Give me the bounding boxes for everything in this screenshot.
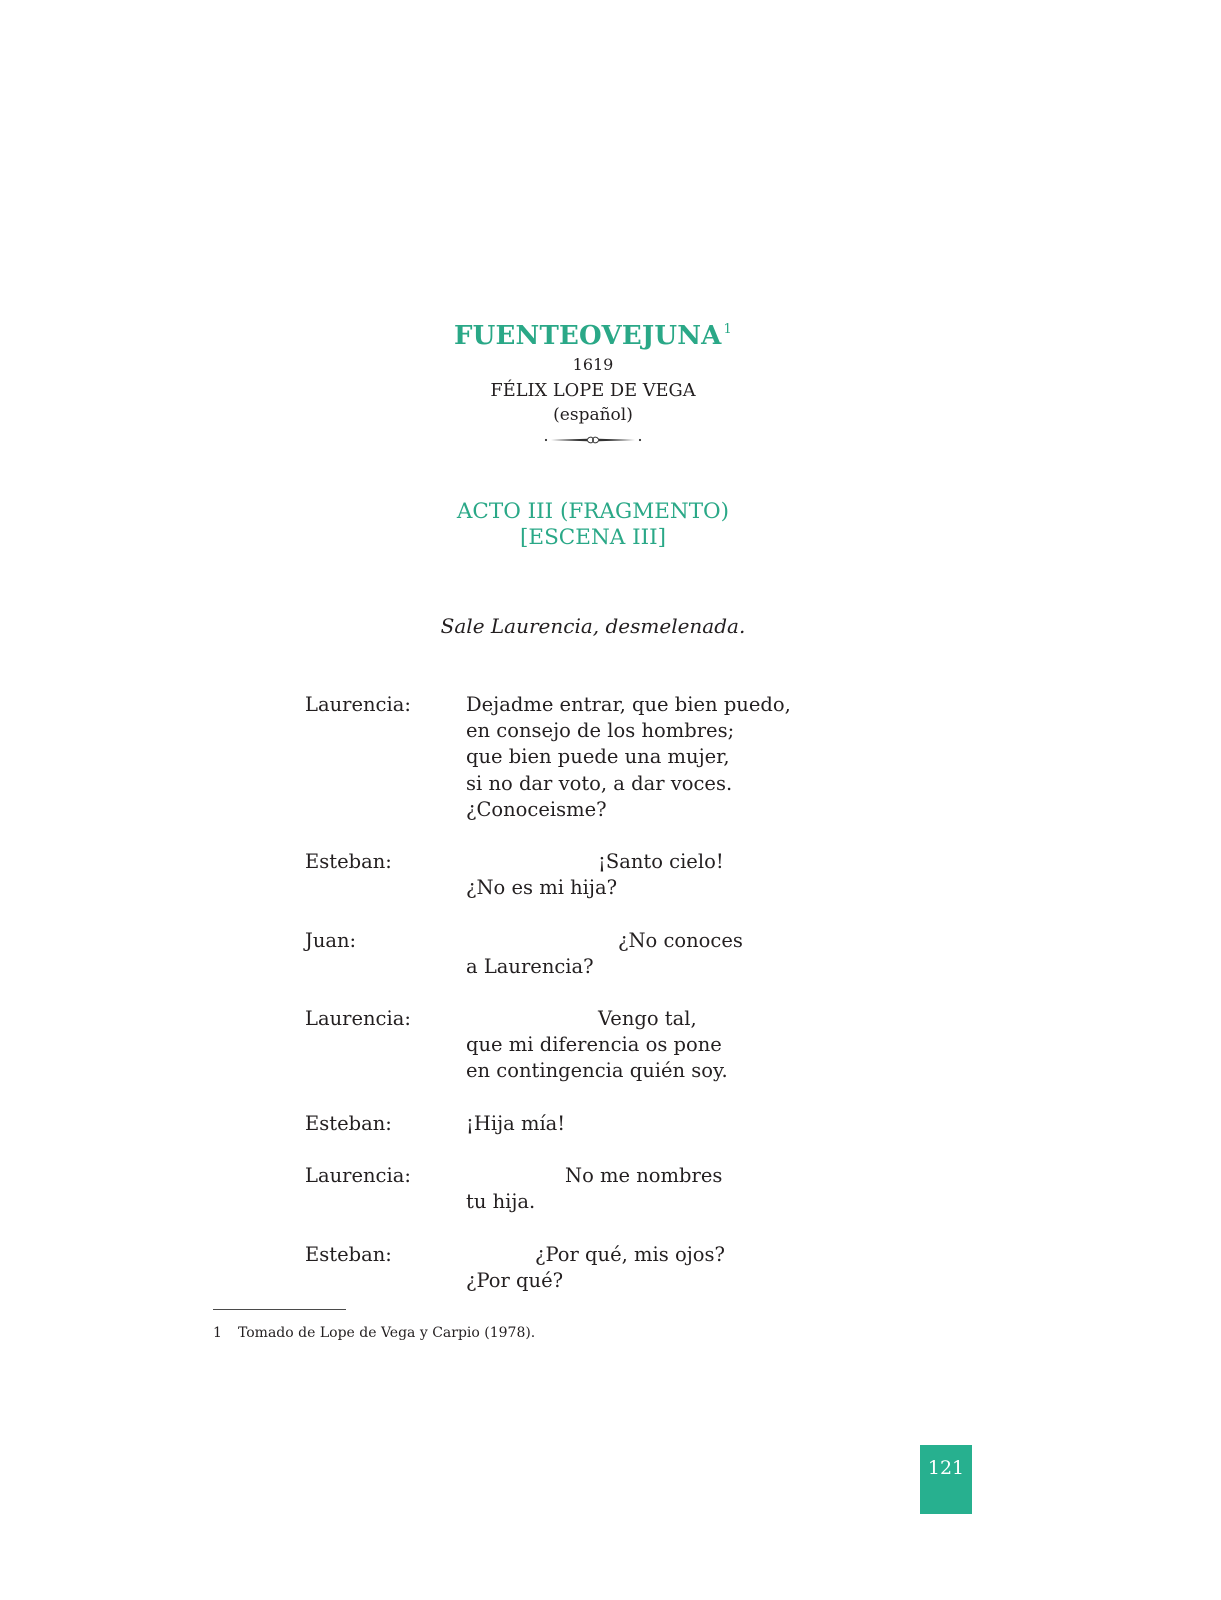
speaker-name: Esteban: bbox=[305, 1111, 392, 1135]
verse-line: ¡Hija mía! bbox=[466, 1111, 566, 1135]
dialogue bbox=[0, 692, 1221, 1320]
dialogue-turn bbox=[0, 1006, 1221, 1085]
speaker-name: Laurencia: bbox=[305, 1007, 411, 1031]
dialogue-turn bbox=[0, 1111, 1221, 1137]
verse-line: Vengo tal, bbox=[598, 1007, 697, 1031]
title-footnote-mark: 1 bbox=[723, 322, 733, 337]
verse-line: ¿No es mi hija? bbox=[466, 876, 618, 900]
original-language: (español) bbox=[553, 405, 633, 425]
author-name: FÉLIX LOPE DE VEGA bbox=[490, 380, 696, 401]
play-title bbox=[293, 321, 893, 352]
speaker-name: Esteban: bbox=[305, 1242, 392, 1266]
verse-line: a Laurencia? bbox=[466, 954, 594, 978]
verse-line: Dejadme entrar, que bien puedo, bbox=[466, 693, 791, 716]
dialogue-turn bbox=[0, 1242, 1221, 1294]
speaker-name: Laurencia: bbox=[305, 693, 411, 716]
verse-line: que mi diferencia os pone bbox=[466, 1033, 722, 1057]
verse-line: No me nombres bbox=[565, 1164, 723, 1188]
verse-line: que bien puede una mujer, bbox=[466, 745, 730, 769]
play-title-text: FUENTEOVEJUNA bbox=[453, 321, 722, 351]
speaker-name: Juan: bbox=[305, 928, 357, 952]
ornament-center-dot bbox=[592, 439, 594, 441]
verse-block bbox=[466, 692, 1221, 823]
verse-line: tu hija. bbox=[466, 1190, 536, 1214]
verse-block bbox=[466, 1242, 1221, 1294]
verse-line: ¡Santo cielo! bbox=[598, 850, 724, 874]
verse-block bbox=[466, 1006, 1221, 1085]
verse-block bbox=[466, 1163, 1221, 1215]
verse-block bbox=[466, 1111, 1221, 1137]
dialogue-turn bbox=[0, 1163, 1221, 1215]
verse-line: ¿Por qué? bbox=[466, 1268, 564, 1292]
publication-year: 1619 bbox=[572, 355, 614, 374]
page-number-box bbox=[920, 1445, 972, 1514]
footnote-text: Tomado de Lope de Vega y Carpio (1978). bbox=[238, 1325, 536, 1341]
speaker-name: Laurencia: bbox=[305, 1164, 411, 1188]
flourish-ornament-icon bbox=[543, 433, 643, 447]
footnote-separator bbox=[213, 1309, 346, 1310]
verse-line: ¿Conoceisme? bbox=[466, 797, 607, 821]
footnote-number: 1 bbox=[213, 1325, 222, 1341]
ornament-dot-right bbox=[639, 439, 641, 441]
dialogue-turn bbox=[0, 928, 1221, 980]
verse-line: en contingencia quién soy. bbox=[466, 1059, 728, 1083]
speaker-name: Esteban: bbox=[305, 850, 392, 874]
verse-block bbox=[466, 849, 1221, 901]
stage-direction: Sale Laurencia, desmelenada. bbox=[440, 614, 746, 638]
act-heading: ACTO III (FRAGMENTO) bbox=[456, 499, 730, 524]
scene-heading: [ESCENA III] bbox=[520, 525, 666, 550]
verse-line: en consejo de los hombres; bbox=[466, 719, 735, 743]
dialogue-turn bbox=[0, 692, 1221, 823]
dialogue-turn bbox=[0, 849, 1221, 901]
ornament-swash-left bbox=[551, 439, 587, 442]
verse-block bbox=[466, 928, 1221, 980]
verse-line: ¿No conoces bbox=[618, 928, 743, 952]
page-number: 121 bbox=[927, 1457, 965, 1479]
ornament-dot-left bbox=[545, 439, 547, 441]
verse-line: ¿Por qué, mis ojos? bbox=[535, 1242, 725, 1266]
verse-line: si no dar voto, a dar voces. bbox=[466, 771, 733, 795]
ornament-swash-right bbox=[599, 439, 635, 442]
